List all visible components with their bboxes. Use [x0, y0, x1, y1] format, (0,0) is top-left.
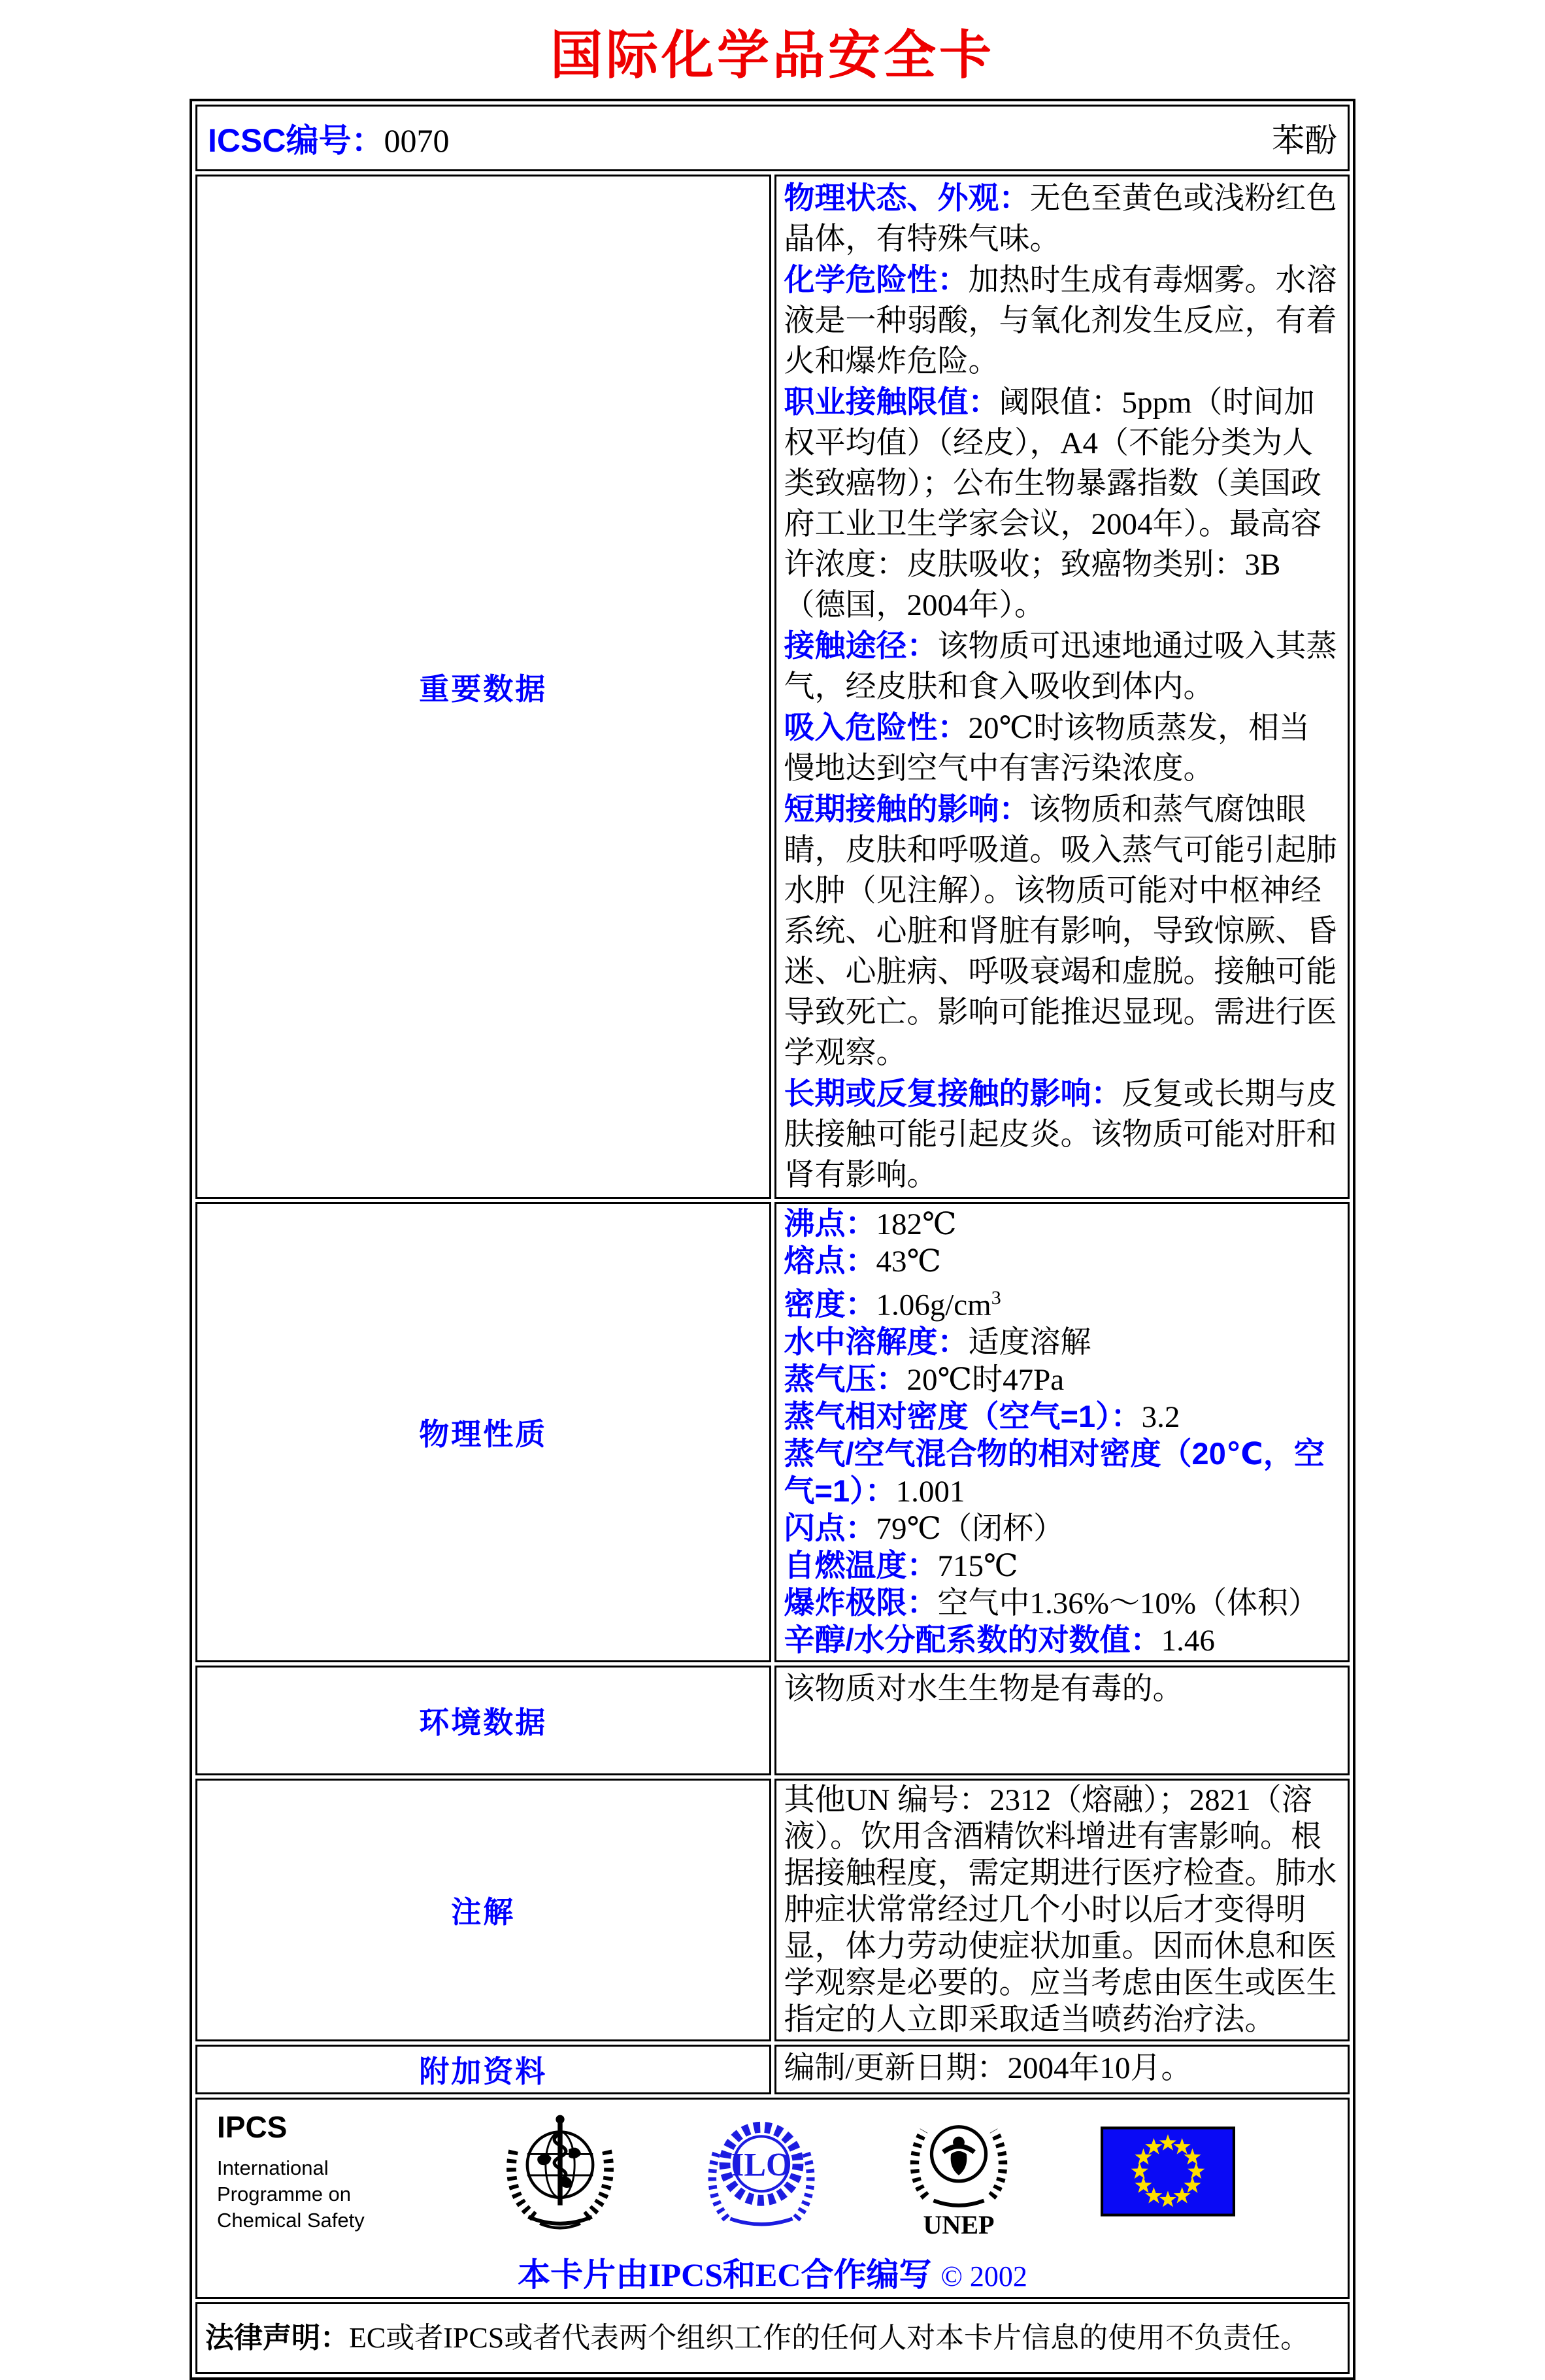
entry-superscript: 3	[991, 1287, 1001, 1309]
logos-row	[195, 2098, 1350, 2299]
entry-text: 阈限值：5ppm（时间加权平均值）（经皮），A4（不能分类为人类致癌物）；公布生物暴露指数（美国政府工业卫生学家会议，2004年）。最高容许浓度：皮肤吸收；致癌物类别：3B（德国，2004年）。	[784, 386, 1321, 622]
ipcs-line-3: Chemical Safety	[217, 2208, 365, 2232]
ipcs-text-block	[217, 2109, 413, 2234]
data-entry	[784, 260, 1340, 382]
legal-cell	[195, 2302, 1350, 2374]
ipcs-line-1: International	[217, 2156, 329, 2179]
entry-label: 吸入危险性：	[784, 710, 969, 745]
entry-label: 化学危险性：	[784, 262, 969, 297]
entry-text: 182℃	[876, 1207, 957, 1241]
property-entry	[784, 1510, 1340, 1547]
eu-flag-icon	[1101, 2126, 1235, 2217]
entry-text: 反复或长期与皮肤接触可能引起皮炎。该物质可能对肝和肾有影响。	[784, 1077, 1337, 1192]
entry-text: 715℃	[937, 1549, 1018, 1583]
credit-line	[205, 2249, 1340, 2296]
data-entry	[784, 626, 1340, 707]
environmental-data-content: 该物质对水生生物是有毒的。	[774, 1666, 1350, 1775]
property-entry	[784, 1324, 1340, 1361]
entry-text: 无色至黄色或浅粉红色晶体，有特殊气味。	[784, 182, 1337, 256]
who-logo-icon	[497, 2109, 623, 2234]
data-entry	[784, 707, 1340, 789]
entry-text: 1.46	[1161, 1623, 1215, 1658]
ipcs-title: IPCS	[217, 2109, 288, 2144]
property-entry	[784, 1622, 1340, 1659]
important-data-content	[774, 175, 1350, 1199]
entry-label: 闪点：	[784, 1510, 876, 1545]
entry-text: 20℃时该物质蒸发，相当慢地达到空气中有害污染浓度。	[784, 711, 1310, 786]
important-data-row-label: 重要数据	[195, 175, 771, 1199]
entry-label: 蒸气相对密度（空气=1）：	[784, 1398, 1142, 1433]
entry-label: 密度：	[784, 1286, 876, 1322]
property-entry	[784, 1435, 1340, 1510]
additional-info-row	[195, 2045, 1350, 2094]
additional-info-row-label: 附加资料	[195, 2045, 771, 2094]
entry-label: 短期接触的影响：	[784, 792, 1030, 826]
entry-text: 加热时生成有毒烟雾。水溶液是一种弱酸，与氧化剂发生反应，有着火和爆炸危险。	[784, 263, 1337, 378]
icsc-number-group	[208, 114, 449, 161]
page-title: 国际化学品安全卡	[550, 27, 995, 85]
property-entry	[784, 1243, 1340, 1280]
entry-label: 辛醇/水分配系数的对数值：	[784, 1622, 1161, 1657]
entry-text: 该物质和蒸气腐蚀眼睛，皮肤和呼吸道。吸入蒸气可能引起肺水肿（见注解）。该物质可能对中枢神经系统、心脏和肾脏有影响，导致惊厥、昏迷、心脏病、呼吸衰竭和虚脱。接触可能导致死亡。影响可能推迟显现。需进行医学观察。	[784, 793, 1337, 1070]
ipcs-line-2: Programme on	[217, 2182, 352, 2205]
notes-row-label: 注解	[195, 1779, 771, 2041]
ilo-logo-text: ILO	[731, 2146, 792, 2183]
physical-properties-row	[195, 1202, 1350, 1662]
important-data-row	[195, 175, 1350, 1199]
credit-copyright: © 2002	[940, 2260, 1027, 2292]
entry-text: 20℃时47Pa	[906, 1362, 1065, 1397]
entry-label: 爆炸极限：	[784, 1584, 938, 1620]
property-entry	[784, 1361, 1340, 1398]
icsc-number-label: ICSC编号：	[208, 122, 384, 159]
property-entry	[784, 1205, 1340, 1243]
entry-text: 空气中1.36%～10%（体积）	[937, 1586, 1320, 1620]
entry-label: 接触途径：	[784, 628, 938, 663]
logos-strip	[205, 2101, 1340, 2239]
icsc-number-value: 0070	[384, 122, 450, 159]
entry-label: 熔点：	[784, 1243, 876, 1278]
entry-text: 1.001	[895, 1474, 965, 1509]
property-entry	[784, 1584, 1340, 1622]
entry-label: 水中溶解度：	[784, 1324, 969, 1359]
data-entry	[784, 382, 1340, 626]
legal-label: 法律声明：	[205, 2321, 349, 2354]
environmental-data-row	[195, 1666, 1350, 1775]
physical-properties-content	[774, 1202, 1350, 1662]
unep-logo-text: UNEP	[922, 2209, 995, 2239]
card-header-bar	[205, 108, 1340, 168]
property-entry	[784, 1398, 1340, 1435]
entry-label: 蒸气/空气混合物的相对密度（20℃，空气=1）：	[784, 1435, 1325, 1508]
card-header-cell	[195, 105, 1350, 171]
notes-row	[195, 1779, 1350, 2041]
data-entry	[784, 178, 1340, 260]
entry-text: 该物质可迅速地通过吸入其蒸气，经皮肤和食入吸收到体内。	[784, 629, 1337, 704]
card-header-row	[195, 105, 1350, 171]
entry-label: 自燃温度：	[784, 1547, 938, 1583]
credit-text: 本卡片由IPCS和EC合作编写	[518, 2256, 932, 2293]
legal-row	[195, 2302, 1350, 2374]
data-entry	[784, 1073, 1340, 1196]
entry-label: 物理状态、外观：	[784, 180, 1030, 215]
ilo-logo-icon	[706, 2111, 816, 2232]
environmental-data-row-label: 环境数据	[195, 1666, 771, 1775]
entry-label: 长期或反复接触的影响：	[784, 1076, 1122, 1111]
additional-info-content: 编制/更新日期：2004年10月。	[774, 2045, 1350, 2094]
entry-label: 职业接触限值：	[784, 384, 999, 419]
entry-label: 沸点：	[784, 1206, 876, 1241]
data-entry	[784, 789, 1340, 1073]
entry-text: 3.2	[1141, 1400, 1180, 1434]
entry-text: 1.06g/cm	[876, 1288, 991, 1322]
chemical-name: 苯酚	[1272, 122, 1337, 159]
entry-text: 43℃	[876, 1245, 942, 1279]
property-entry	[784, 1280, 1340, 1324]
physical-properties-row-label: 物理性质	[195, 1202, 771, 1662]
legal-text: EC或者IPCS或者代表两个组织工作的任何人对本卡片信息的使用不负责任。	[349, 2321, 1310, 2354]
entry-text: 79℃（闭杯）	[876, 1511, 1065, 1546]
unep-logo-icon	[901, 2103, 1017, 2239]
icsc-card-table	[190, 99, 1355, 2380]
notes-content: 其他UN 编号：2312（熔融）；2821（溶液）。饮用含酒精饮料增进有害影响。根据接触程度，需定期进行医疗检查。肺水肿症状常常经过几个小时以后才变得明显，体力劳动使症状加重。因而休息和医学观察是必要的。应当考虑由医生或医生指定的人立即采取适当喷药治疗法。	[774, 1779, 1350, 2041]
property-entry	[784, 1547, 1340, 1584]
logos-cell	[195, 2098, 1350, 2299]
entry-text: 适度溶解	[968, 1325, 1091, 1360]
entry-label: 蒸气压：	[784, 1361, 907, 1396]
